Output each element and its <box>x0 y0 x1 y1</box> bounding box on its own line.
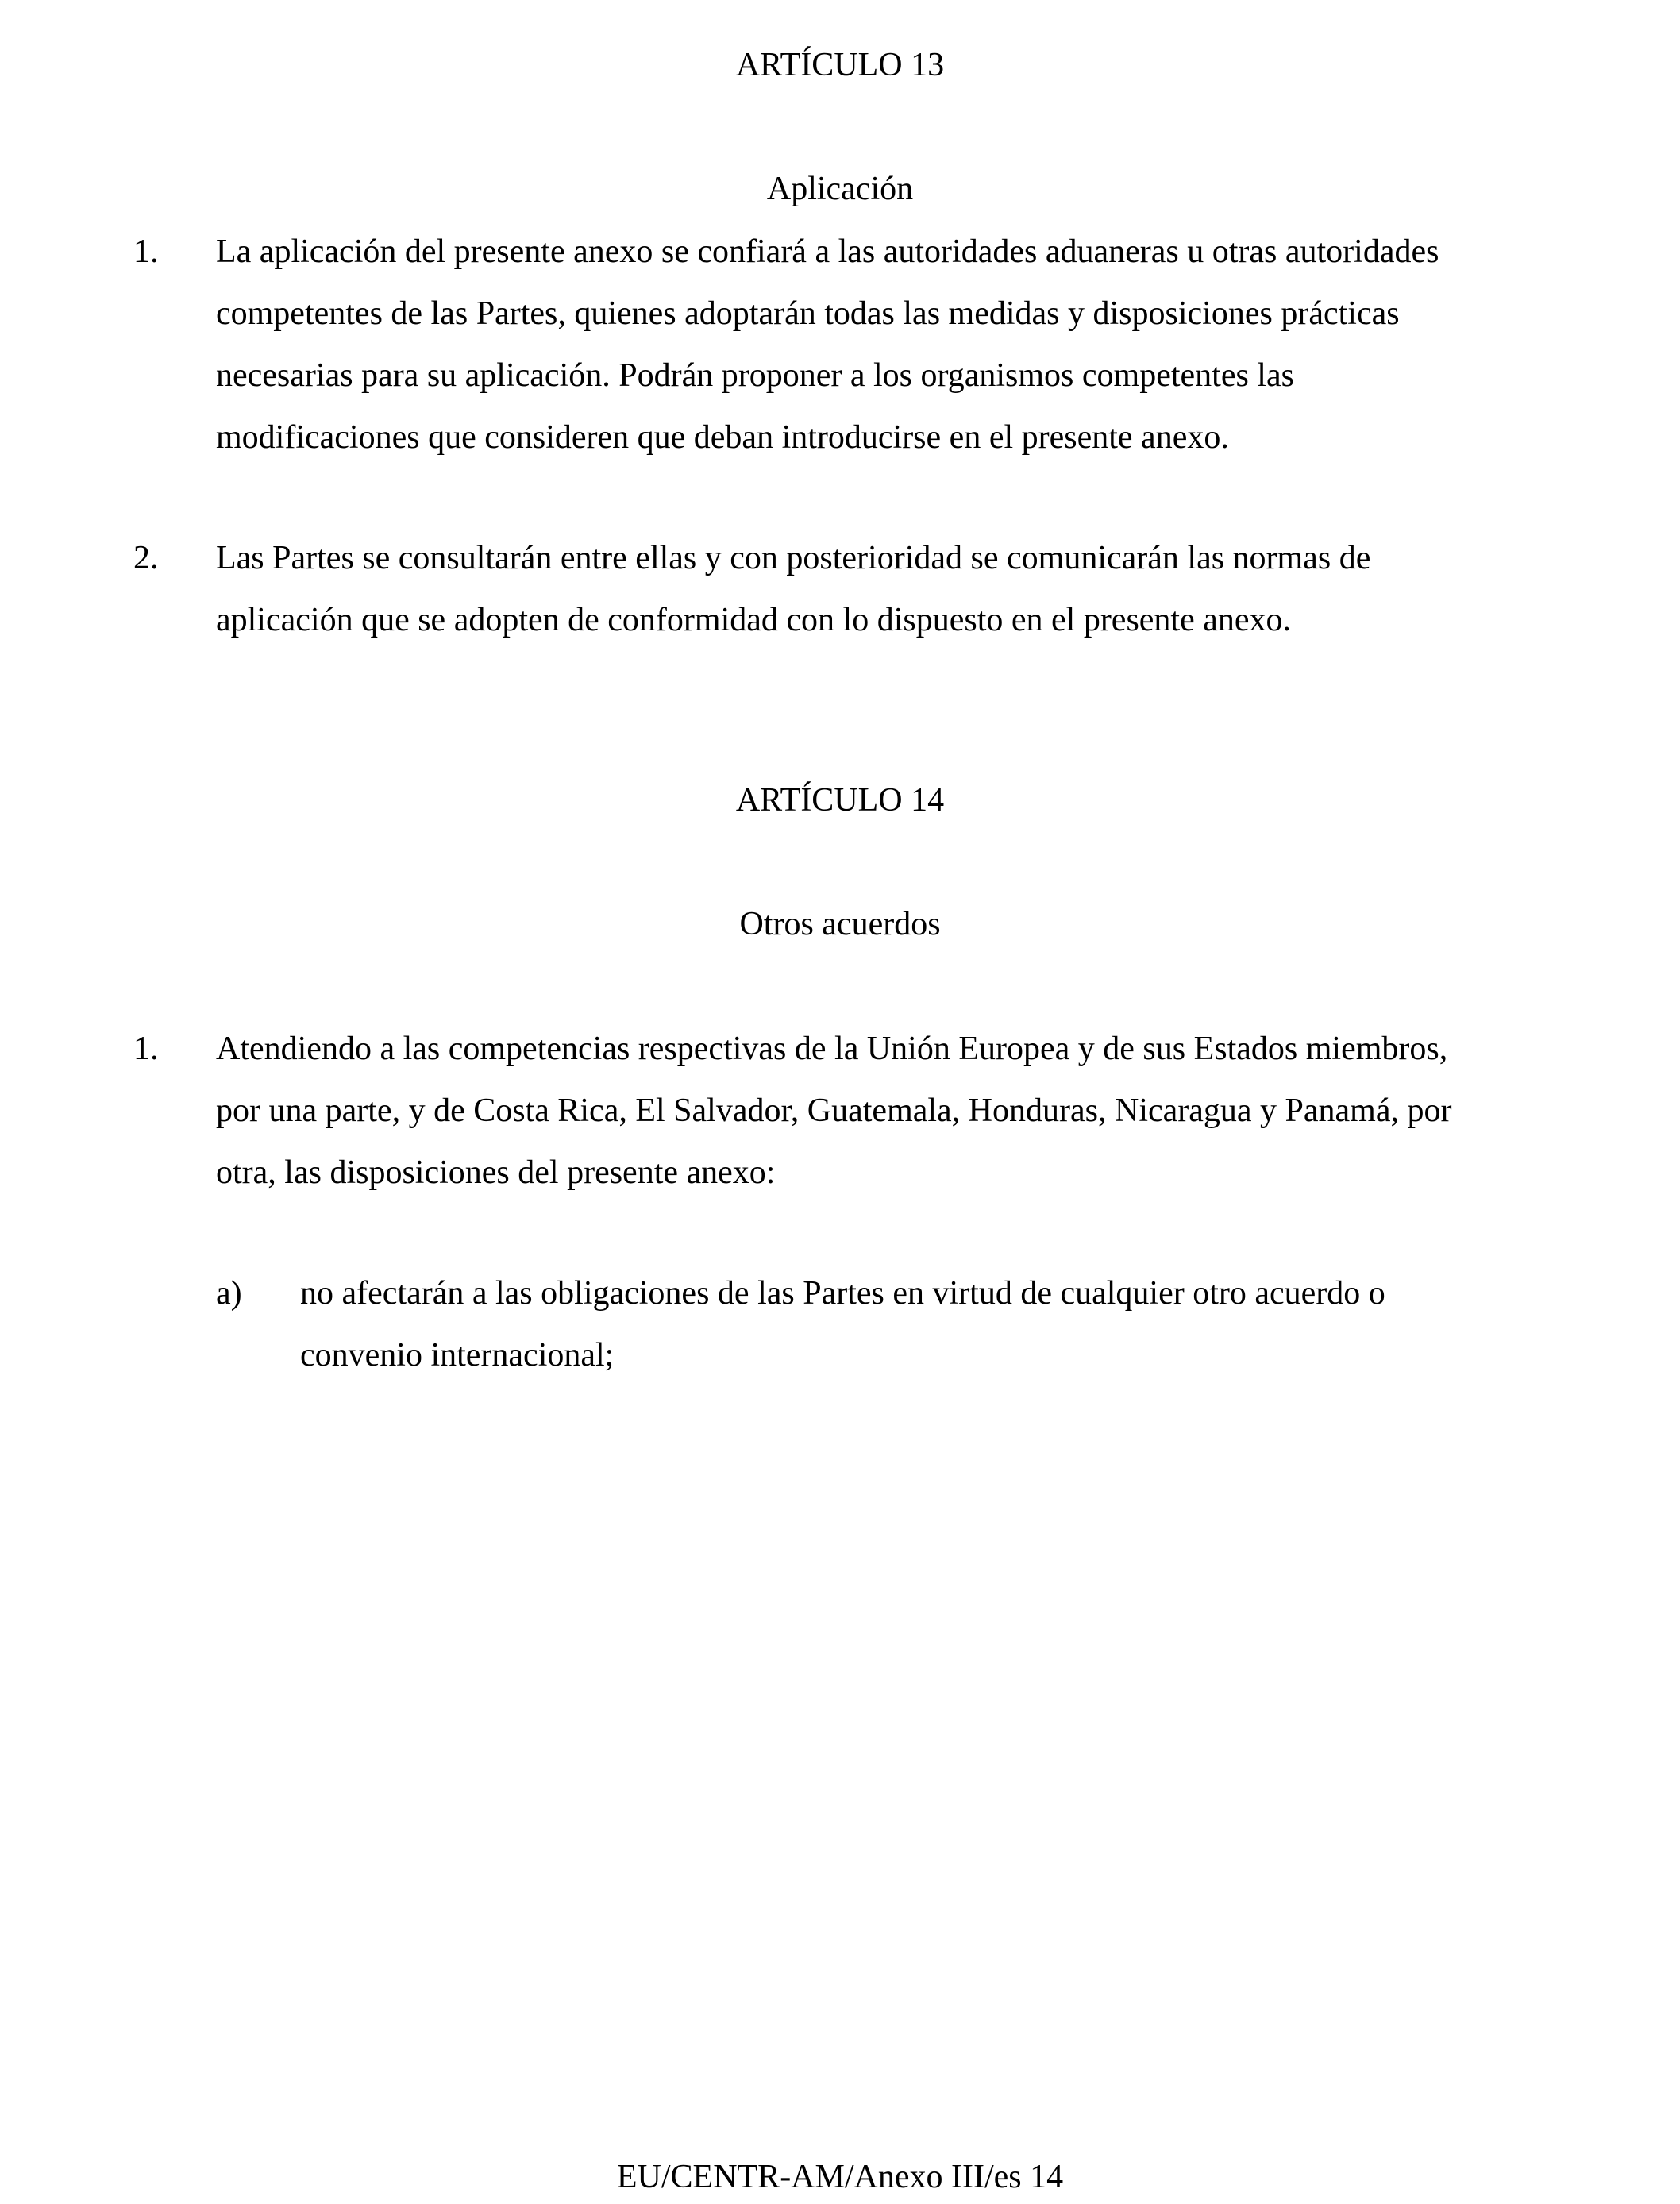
article-13-paragraph-2-number: 2. <box>133 540 159 576</box>
article-13-paragraph-1 <box>216 221 1566 468</box>
text-line: otra, las disposiciones del presente anexo: <box>216 1154 776 1191</box>
page-footer-reference: EU/CENTR-AM/Anexo III/es 14 <box>616 2159 1064 2195</box>
text-line: La aplicación del presente anexo se confiará a las autoridades aduaneras u otras autoridades <box>216 233 1439 270</box>
article-13-paragraph-1-number: 1. <box>133 233 159 270</box>
article-14-title: Otros acuerdos <box>739 906 941 942</box>
article-14-paragraph-1-number: 1. <box>133 1031 159 1067</box>
article-14-subitem-a-letter: a) <box>216 1275 242 1312</box>
text-line: Las Partes se consultarán entre ellas y con posterioridad se comunicarán las normas de <box>216 540 1371 576</box>
article-14-heading: ARTÍCULO 14 <box>735 782 945 819</box>
text-line: aplicación que se adopten de conformidad con lo dispuesto en el presente anexo. <box>216 602 1292 638</box>
text-line: necesarias para su aplicación. Podrán proponer a los organismos competentes las <box>216 357 1294 394</box>
article-13-paragraph-2 <box>216 527 1566 651</box>
text-line: competentes de las Partes, quienes adoptarán todas las medidas y disposiciones prácticas <box>216 295 1400 332</box>
text-line: convenio internacional; <box>300 1337 615 1374</box>
article-13-title: Aplicación <box>766 171 914 207</box>
text-line: modificaciones que consideren que deban introducirse en el presente anexo. <box>216 419 1229 456</box>
article-14-subitem-a <box>300 1262 1570 1386</box>
article-13-heading: ARTÍCULO 13 <box>735 47 945 83</box>
text-line: Atendiendo a las competencias respectivas de la Unión Europea y de sus Estados miembros, <box>216 1031 1448 1067</box>
article-14-paragraph-1 <box>216 1018 1566 1204</box>
text-line: por una parte, y de Costa Rica, El Salvador, Guatemala, Honduras, Nicaragua y Panamá, por <box>216 1092 1452 1129</box>
text-line: no afectarán a las obligaciones de las Partes en virtud de cualquier otro acuerdo o <box>300 1275 1385 1312</box>
